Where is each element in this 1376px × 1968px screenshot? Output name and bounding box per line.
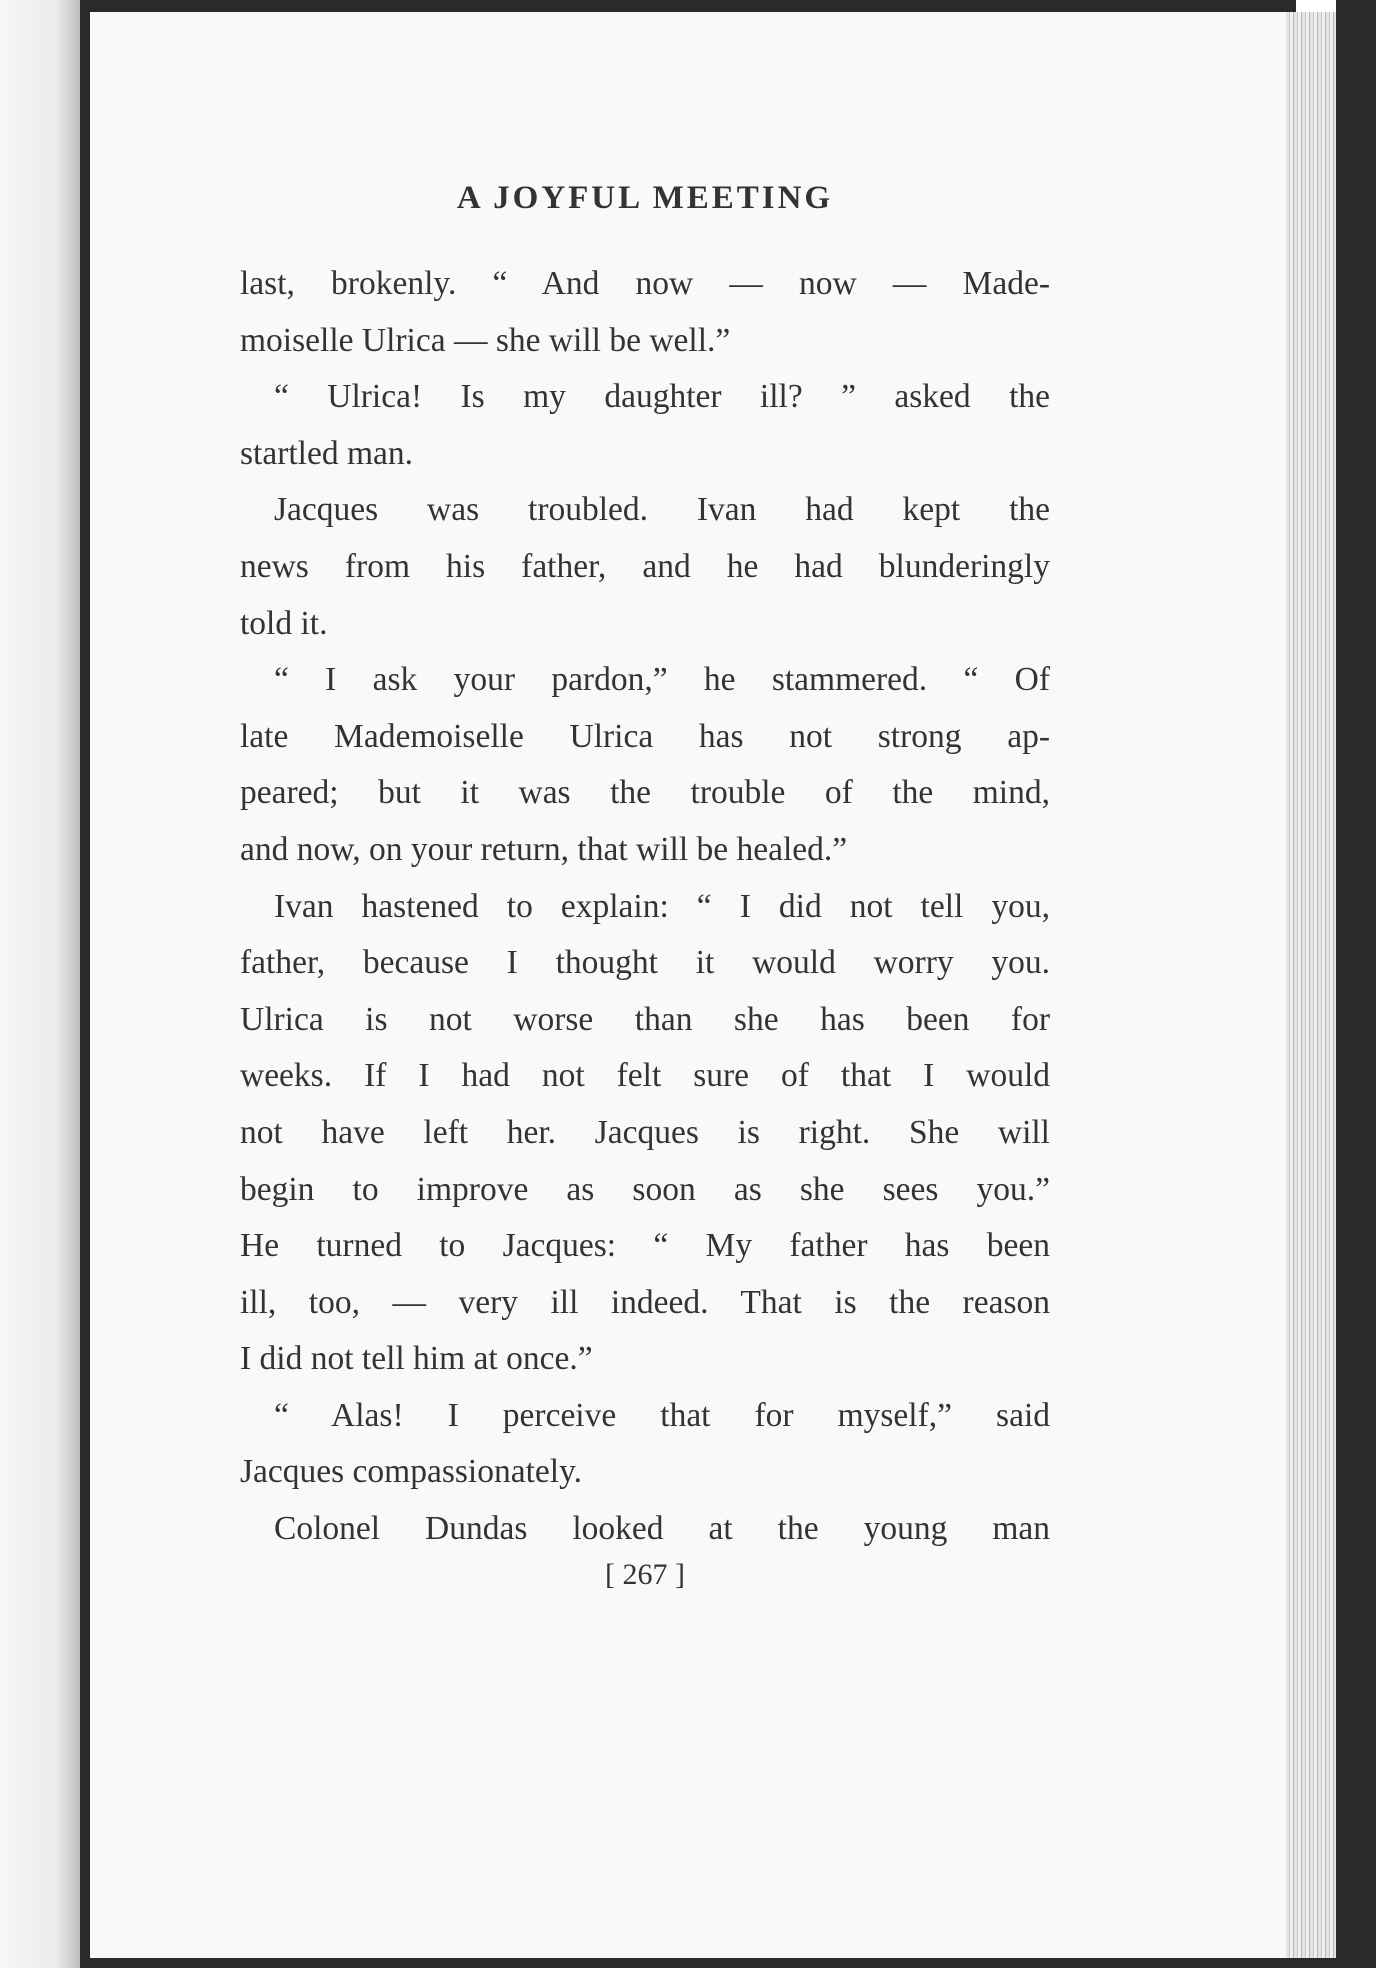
text-line: and now, on your return, that will be healed.”	[240, 830, 848, 868]
text-line: late Mademoiselle Ulrica has not strong ap-	[240, 717, 1050, 755]
text-line: weeks. If I had not felt sure of that I would	[240, 1057, 1050, 1095]
text-line: Ivan hastened to explain: “ I did not tell you,	[274, 887, 1050, 925]
text-line: Ulrica is not worse than she has been for	[240, 1000, 1050, 1038]
scan-border-right	[1336, 0, 1376, 1968]
previous-page-edge	[0, 0, 80, 1968]
text-line: Jacques was troubled. Ivan had kept the	[274, 491, 1050, 529]
text-line: moiselle Ulrica — she will be well.”	[240, 321, 731, 359]
text-line: news from his father, and he had blunderingly	[240, 547, 1050, 585]
text-line: begin to improve as soon as she sees you.”	[240, 1170, 1050, 1208]
text-line: He turned to Jacques: “ My father has been	[240, 1227, 1050, 1265]
text-line: told it.	[240, 604, 328, 642]
text-line: Colonel Dundas looked at the young man	[274, 1510, 1050, 1548]
text-line: startled man.	[240, 434, 414, 472]
text-line: I did not tell him at once.”	[240, 1340, 593, 1378]
page-stack-edges	[1286, 12, 1336, 1968]
body-text	[240, 256, 1050, 1558]
text-line: “ I ask your pardon,” he stammered. “ Of	[274, 661, 1050, 699]
book-gutter	[80, 12, 90, 1968]
text-line: “ Alas! I perceive that for myself,” said	[274, 1396, 1050, 1434]
text-line: not have left her. Jacques is right. She will	[240, 1113, 1050, 1151]
text-line: ill, too, — very ill indeed. That is the reason	[240, 1283, 1050, 1321]
text-line: last, brokenly. “ And now — now — Made-	[240, 265, 1050, 302]
page-number: [ 267 ]	[605, 1558, 685, 1591]
text-line: Jacques compassionately.	[240, 1453, 583, 1491]
text-line: father, because I thought it would worry you.	[240, 944, 1050, 982]
text-line: “ Ulrica! Is my daughter ill? ” asked the	[274, 378, 1050, 416]
running-head: A JOYFUL MEETING	[456, 180, 834, 216]
text-line: peared; but it was the trouble of the mind,	[240, 774, 1050, 812]
scan-border-top	[80, 0, 1296, 12]
scan-border-bottom	[80, 1958, 1376, 1968]
